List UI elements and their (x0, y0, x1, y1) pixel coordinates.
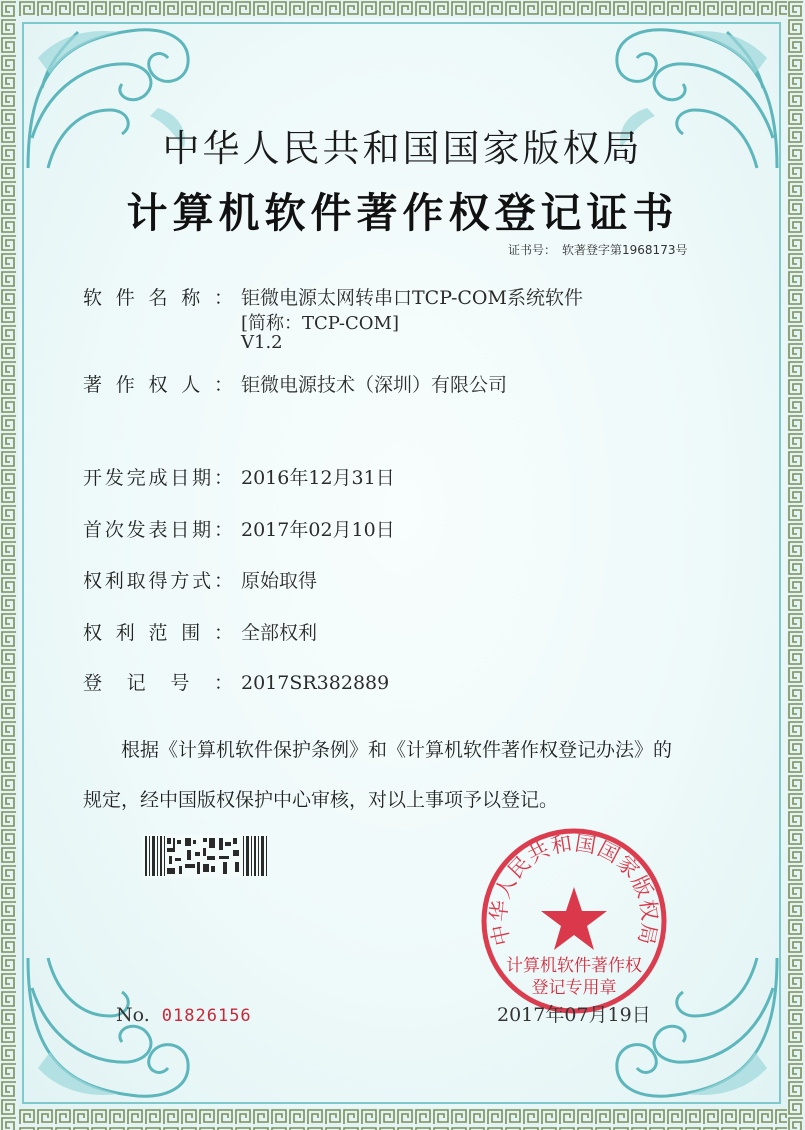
field-registration-number (83, 668, 389, 695)
top-border-pattern (0, 0, 805, 18)
completion-date-value: 2016年12月31日 (241, 467, 395, 489)
software-short-name: [简称：TCP-COM] (241, 313, 399, 334)
seal-inner-line-1: 计算机软件著作权 (506, 956, 642, 976)
software-name-label: 软件名称： (83, 287, 233, 309)
statement-line-2: 规定，经中国版权保护中心审核，对以上事项予以登记。 (83, 789, 559, 811)
registration-number-label: 登记号： (83, 672, 233, 694)
scope-value: 全部权利 (241, 622, 318, 644)
official-seal (478, 825, 670, 1017)
acquisition-method-label: 权利取得方式： (83, 570, 233, 592)
completion-date-label: 开发完成日期： (83, 467, 233, 489)
corner-ornament-bottom-left (18, 948, 208, 1108)
bottom-border-pattern (0, 1108, 805, 1130)
software-name-value: 钜微电源太网转串口TCP-COM系统软件 (241, 287, 583, 309)
copyright-owner-value: 钜微电源技术（深圳）有限公司 (241, 374, 508, 396)
seal-inner-line-2: 登记专用章 (531, 978, 617, 998)
issuing-agency: 中华人民共和国国家版权局 (162, 127, 643, 170)
first-publication-date-label: 首次发表日期： (83, 519, 233, 541)
field-software-name (83, 283, 583, 310)
barcode-image (143, 834, 269, 878)
seal-ring-text: 中华人民共和国国家版权局 (486, 830, 662, 948)
registration-number-value: 2017SR382889 (241, 672, 390, 694)
certificate-number (508, 241, 687, 258)
copyright-owner-label: 著作权人： (83, 374, 233, 396)
certificate-number-value: 软著登字第1968173号 (562, 243, 688, 257)
scope-label: 权利范围： (83, 622, 233, 644)
serial-number (116, 1004, 252, 1026)
issue-date: 2017年07月19日 (497, 1004, 651, 1026)
field-completion-date (83, 463, 395, 490)
certificate-title: 计算机软件著作权登记证书 (126, 189, 679, 237)
serial-label: No. (116, 1004, 150, 1026)
field-scope (83, 618, 317, 645)
certificate-number-label: 证书号： (508, 243, 557, 257)
seal-star-icon (541, 887, 607, 950)
first-publication-date-value: 2017年02月10日 (241, 519, 395, 541)
acquisition-method-value: 原始取得 (241, 570, 318, 592)
field-first-publication-date (83, 515, 395, 542)
software-version: V1.2 (241, 332, 283, 353)
field-copyright-owner (83, 370, 507, 397)
field-acquisition-method (83, 566, 317, 593)
serial-value: 01826156 (161, 1006, 252, 1026)
statement-line-1: 根据《计算机软件保护条例》和《计算机软件著作权登记办法》的 (121, 739, 673, 761)
